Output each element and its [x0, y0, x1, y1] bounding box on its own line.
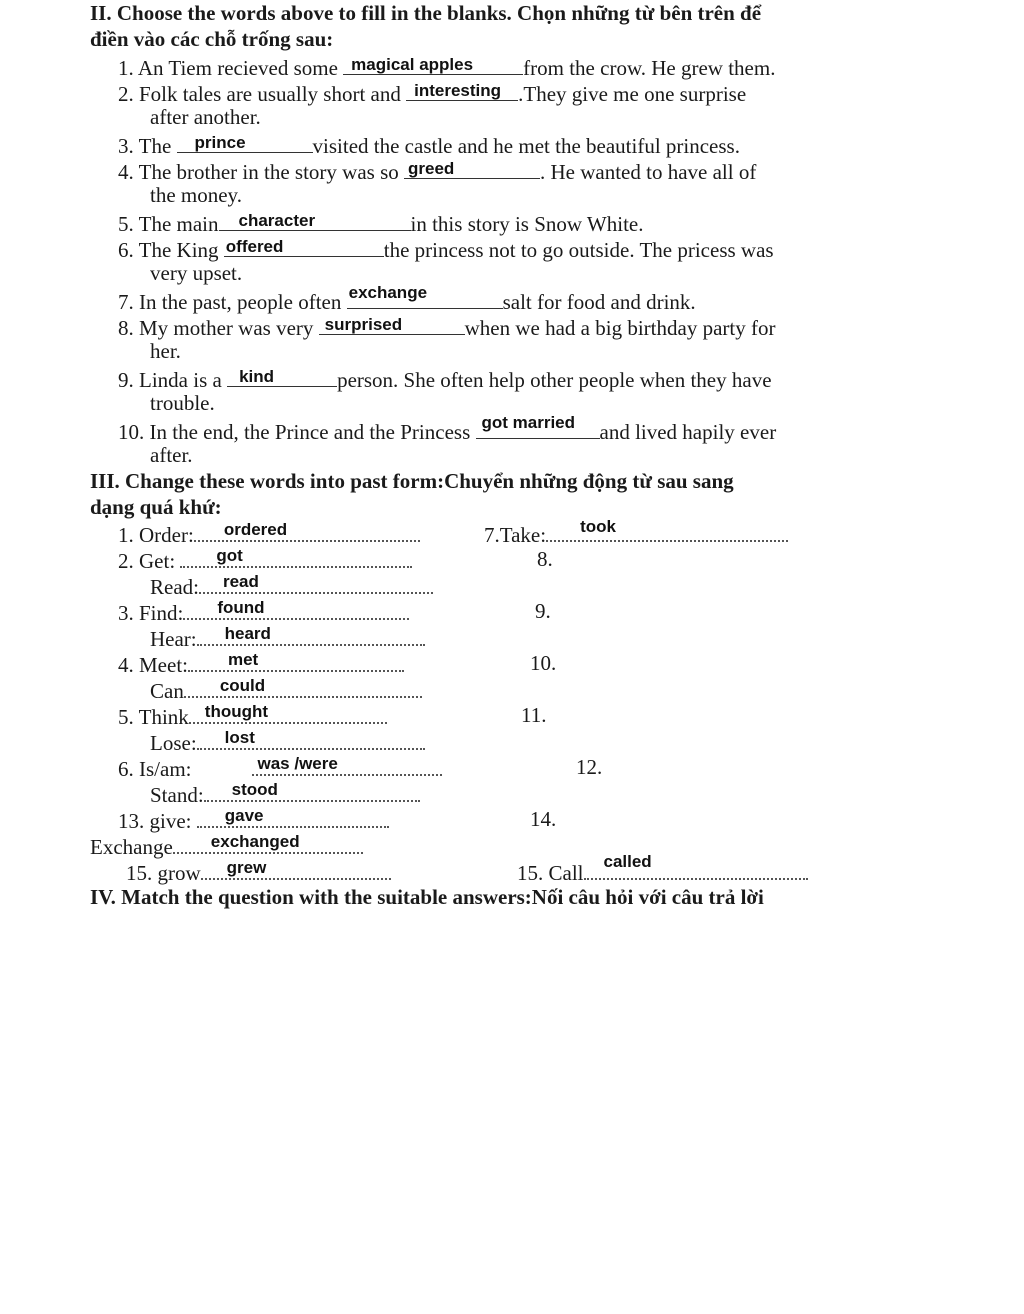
answer-blank	[406, 78, 518, 101]
verb-number: 14.	[530, 807, 557, 831]
answer-text: kind	[239, 367, 275, 386]
answer-text: prince	[194, 133, 246, 152]
item-text-after: .They give me one surprise	[518, 82, 747, 106]
item-number: 8.	[118, 316, 134, 340]
answer-blank	[177, 130, 313, 153]
answer-text: lost	[224, 728, 255, 747]
verb-label: Read:	[150, 575, 199, 599]
answer-blank	[227, 364, 337, 387]
section2-heading-line2: điền vào các chỗ trống sau:	[90, 27, 334, 51]
dotted-blank	[204, 780, 420, 802]
dotted-blank	[183, 598, 409, 620]
verb-label: Can	[150, 679, 184, 703]
answer-blank	[343, 52, 523, 75]
dotted-blank	[546, 517, 788, 542]
item-text-before: In the past, people often	[139, 290, 342, 314]
answer-text: took	[580, 517, 616, 536]
answer-text: greed	[408, 159, 455, 178]
answer-blank	[319, 312, 465, 335]
dotted-blank	[197, 806, 389, 828]
answer-text: got	[216, 546, 243, 565]
answer-text: character	[238, 211, 316, 230]
dotted-blank	[173, 832, 363, 854]
answer-text: interesting	[414, 81, 502, 100]
list-item	[118, 413, 777, 445]
dotted-blank	[194, 520, 420, 542]
answer-blank	[224, 234, 384, 257]
item-text-before: The brother in the story was so	[138, 160, 399, 184]
verb-label: Lose:	[150, 731, 197, 755]
item-text-before: In the end, the Prince and the Princess	[149, 420, 471, 444]
verb-label: 6. Is/am:	[118, 757, 192, 781]
item-continuation: the money.	[150, 183, 242, 207]
answer-text: gave	[224, 806, 264, 825]
answer-text: offered	[225, 237, 284, 256]
answer-text: surprised	[324, 315, 403, 334]
item-text-before: Folk tales are usually short and	[139, 82, 401, 106]
answer-text: exchange	[348, 283, 428, 302]
section4-heading: IV. Match the question with the suitable answers:Nối câu hỏi với câu trả lời	[90, 885, 764, 909]
item-continuation: trouble.	[150, 391, 215, 415]
verb-item	[118, 520, 420, 548]
item-text-before: My mother was very	[139, 316, 314, 340]
list-item	[118, 130, 740, 159]
verb-label: Stand:	[150, 783, 204, 807]
list-item	[118, 52, 775, 81]
item-number: 6.	[118, 238, 134, 262]
verb-item	[150, 780, 420, 808]
verb-label: 4. Meet:	[118, 653, 188, 677]
section4-heading-cut	[90, 882, 814, 909]
verb-item	[484, 517, 788, 548]
list-item	[118, 234, 774, 263]
item-continuation: after another.	[150, 105, 261, 129]
item-number: 2.	[118, 82, 134, 106]
verb-number: 8.	[537, 547, 553, 571]
verb-label: 5. Think	[118, 705, 189, 729]
item-number: 5.	[118, 212, 134, 236]
section3-heading-line1: III. Change these words into past form:Chuyển những động từ sau sang	[90, 469, 734, 493]
answer-text: grew	[226, 858, 267, 877]
answer-text: heard	[224, 624, 271, 643]
list-item	[118, 364, 772, 393]
verb-item	[150, 572, 433, 600]
verb-number: 12.	[576, 755, 603, 779]
item-number: 7.	[118, 290, 134, 314]
dotted-blank	[197, 728, 425, 750]
section3-heading-line2: dạng quá khứ:	[90, 495, 222, 519]
verb-label: 15. Call	[517, 861, 584, 885]
item-number: 10.	[118, 420, 145, 444]
item-text-after: in this story is Snow White.	[410, 212, 644, 236]
item-number: 9.	[118, 368, 134, 392]
answer-text: stood	[231, 780, 278, 799]
item-text-before: The main	[138, 212, 219, 236]
answer-text: was /were	[257, 754, 338, 773]
dotted-blank	[201, 858, 391, 880]
answer-text: could	[219, 676, 266, 695]
item-number: 1.	[118, 56, 134, 80]
dotted-blank	[180, 546, 412, 568]
verb-item	[150, 676, 422, 704]
answer-text: ordered	[223, 520, 288, 539]
verb-label: 7.Take:	[484, 523, 547, 547]
item-text-before: The King	[138, 238, 219, 262]
answer-text: called	[603, 852, 652, 871]
answer-text: found	[217, 598, 265, 617]
verb-label: 2. Get:	[118, 549, 181, 573]
dotted-blank	[197, 624, 425, 646]
item-text-before: Linda is a	[139, 368, 222, 392]
item-number: 4.	[118, 160, 134, 184]
verb-label: 1. Order:	[118, 523, 194, 547]
item-text-after: from the crow. He grew them.	[523, 56, 776, 80]
item-continuation: her.	[150, 339, 181, 363]
dotted-blank	[584, 852, 808, 880]
item-text-before: An Tiem recieved some	[137, 56, 338, 80]
list-item	[118, 156, 756, 185]
answer-text: thought	[204, 702, 269, 721]
verb-number: 9.	[535, 599, 551, 623]
item-text-after: salt for food and drink.	[502, 290, 696, 314]
item-continuation: very upset.	[150, 261, 243, 285]
answer-text: met	[227, 650, 259, 669]
verb-label: 3. Find:	[118, 601, 184, 625]
list-item	[118, 283, 696, 315]
item-text-after: when we had a big birthday party for	[464, 316, 776, 340]
verb-item	[118, 754, 442, 782]
item-text-after: and lived hapily ever	[599, 420, 777, 444]
section2-heading-line1: II. Choose the words above to fill in the blanks. Chọn những từ bên trên để	[90, 1, 762, 25]
verb-number: 11.	[521, 703, 547, 727]
verb-item	[118, 546, 412, 574]
answer-text: read	[222, 572, 259, 591]
answer-text: got married	[481, 413, 576, 432]
answer-blank	[219, 208, 411, 231]
verb-item	[150, 624, 425, 652]
answer-blank	[347, 283, 503, 309]
answer-text: magical apples	[351, 55, 474, 74]
verb-number: 10.	[530, 651, 557, 675]
item-text-after: the princess not to go outside. The pricess was	[383, 238, 774, 262]
dotted-blank	[189, 702, 387, 724]
item-text-after: visited the castle and he met the beautiful princess.	[312, 134, 740, 158]
item-text-before: The	[138, 134, 172, 158]
item-text-after: . He wanted to have all of	[540, 160, 757, 184]
answer-text: exchanged	[210, 832, 300, 851]
verb-label: 13. give:	[118, 809, 197, 833]
answer-blank	[404, 156, 540, 179]
answer-blank	[476, 413, 600, 439]
verb-label: Exchange	[90, 835, 173, 859]
item-continuation: after.	[150, 443, 193, 467]
verb-label: Hear:	[150, 627, 197, 651]
list-item	[118, 78, 746, 107]
list-item	[118, 312, 775, 341]
item-text-after: person. She often help other people when they have	[337, 368, 772, 392]
dotted-blank	[199, 572, 433, 594]
dotted-blank	[252, 754, 442, 776]
dotted-blank	[184, 676, 422, 698]
verb-label: 15. grow	[126, 861, 201, 885]
list-item	[118, 208, 643, 237]
dotted-blank	[188, 650, 404, 672]
item-number: 3.	[118, 134, 134, 158]
